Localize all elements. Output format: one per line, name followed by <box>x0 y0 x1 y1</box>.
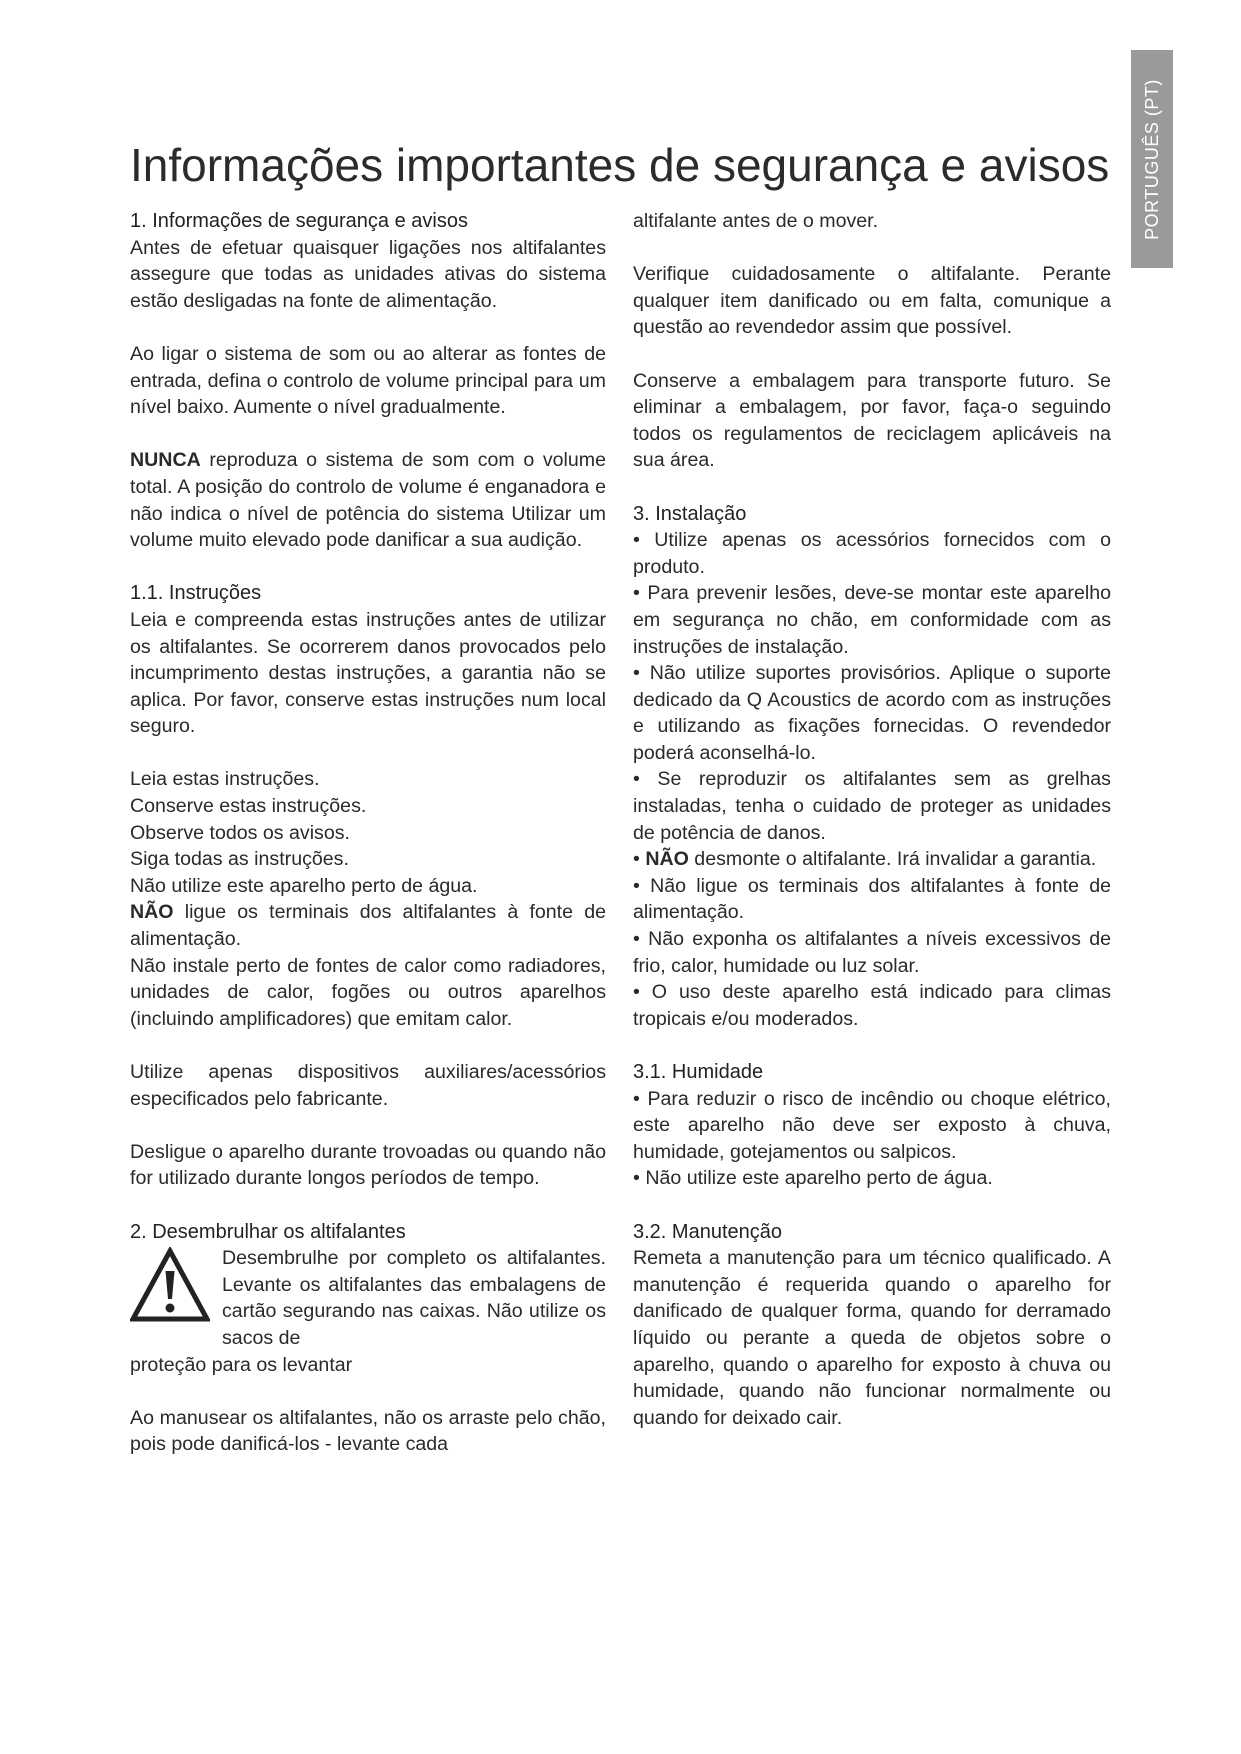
emphasis: NÃO <box>130 901 174 924</box>
list-item: Não utilize este aparelho perto de água. <box>130 874 478 897</box>
paragraph: Ao ligar o sistema de som ou ao alterar as fontes de entrada, defina o controlo de volume principal para um nível baixo. Aumente o nível gradualmente. <box>130 342 606 419</box>
section-heading-1: 1. Informações de segurança e avisos <box>130 210 468 232</box>
paragraph: altifalante antes de o mover. <box>633 210 879 232</box>
language-tab <box>1131 50 1173 268</box>
warning-block <box>130 1245 606 1351</box>
list-item: Siga todas as instruções. <box>130 848 349 871</box>
list-item <box>130 899 606 952</box>
humidity-list <box>633 1086 1111 1192</box>
paragraph: Desligue o aparelho durante trovoadas ou quando não for utilizado durante longos períodos de tempo. <box>130 1140 606 1190</box>
page-title: Informações importantes de segurança e avisos <box>130 139 1110 191</box>
section-heading-3-2: 3.2. Manutenção <box>633 1220 782 1243</box>
language-tab-label: PORTUGUÊS (PT) <box>1141 78 1162 240</box>
warning-text: Desembrulhe por completo os altifalantes. Levante os altifalantes das embalagens de cartão segurando nas caixas. Não utilize os sacos de <box>222 1247 606 1349</box>
emphasis: NUNCA <box>130 449 201 472</box>
paragraph: proteção para os levantar <box>130 1353 353 1376</box>
paragraph: Verifique cuidadosamente o altifalante. Perante qualquer item danificado ou em falta, comunique a questão ao revendedor assim que possível. <box>633 263 1111 339</box>
paragraph: Utilize apenas dispositivos auxiliares/acessórios especificados pelo fabricante. <box>130 1061 606 1110</box>
bullet-item: • Não utilize suportes provisórios. Aplique o suporte dedicado da Q Acoustics de acordo com as instruções e utilizando as fixações fornecidas. O revendedor poderá aconselhá-lo. <box>633 660 1111 766</box>
bullet-item: • Para prevenir lesões, deve-se montar este aparelho em segurança no chão, em conformidade com as instruções de instalação. <box>633 580 1111 660</box>
section-heading-1-1: 1.1. Instruções <box>130 582 262 605</box>
bullet-item: • Não utilize este aparelho perto de água. <box>633 1165 1111 1192</box>
installation-list <box>633 527 1111 1032</box>
list-item-text: ligue os terminais dos altifalantes à fonte de alimentação. <box>130 901 606 951</box>
bullet-text: desmonte o altifalante. Irá invalidar a garantia. <box>688 848 1097 871</box>
paragraph: Leia e compreenda estas instruções antes de utilizar os altifalantes. Se ocorrerem danos provocados pelo incumprimento destas instruções, a garantia não se aplica. Por favor, conserve estas instruções num local seguro. <box>130 608 606 738</box>
emphasis: NÃO <box>645 848 689 871</box>
warning-triangle-icon <box>130 1245 212 1351</box>
paragraph: Remeta a manutenção para um técnico qualificado. A manutenção é requerida quando o aparelho for danificado de qualquer forma, quando for derramado líquido ou perante a queda de objetos sobre o aparelho, quando o aparelho for exposto à chuva ou humidade, quando não funcionar normalmente ou quando for deixado cair. <box>633 1247 1111 1429</box>
list-item: Conserve estas instruções. <box>130 795 367 818</box>
bullet-item: • Se reproduzir os altifalantes sem as grelhas instaladas, tenha o cuidado de proteger as unidades de potência de danos. <box>633 766 1111 846</box>
paragraph: Conserve a embalagem para transporte futuro. Se eliminar a embalagem, por favor, faça-o seguindo todos os regulamentos de reciclagem aplicáveis na sua área. <box>633 369 1111 472</box>
bullet-item: • Não ligue os terminais dos altifalantes à fonte de alimentação. <box>633 873 1111 926</box>
bullet-item: • Utilize apenas os acessórios fornecidos com o produto. <box>633 527 1111 580</box>
bullet-item <box>633 846 1111 873</box>
section-heading-3: 3. Instalação <box>633 502 747 525</box>
list-item: Não instale perto de fontes de calor como radiadores, unidades de calor, fogões ou outros aparelhos (incluindo amplificadores) que emitam calor. <box>130 954 606 1030</box>
paragraph <box>130 447 606 553</box>
bullet-item: • O uso deste aparelho está indicado para climas tropicais e/ou moderados. <box>633 979 1111 1032</box>
bullet-item: • Para reduzir o risco de incêndio ou choque elétrico, este aparelho não deve ser exposto à chuva, humidade, gotejamentos ou salpicos. <box>633 1086 1111 1166</box>
paragraph: Antes de efetuar quaisquer ligações nos altifalantes assegure que todas as unidades ativas do sistema estão desligadas na fonte de alimentação. <box>130 236 606 312</box>
paragraph-text: reproduza o sistema de som com o volume total. A posição do controlo de volume é enganadora e não indica o nível de potência do sistema Utilizar um volume muito elevado pode danificar a sua audição. <box>130 449 606 552</box>
paragraph: Ao manusear os altifalantes, não os arraste pelo chão, pois pode danificá-los - levante cada <box>130 1406 606 1456</box>
right-column <box>633 208 1111 1431</box>
list-item: Observe todos os avisos. <box>130 821 350 844</box>
section-heading-2: 2. Desembrulhar os altifalantes <box>130 1220 406 1243</box>
instructions-list <box>130 766 606 1032</box>
section-heading-3-1: 3.1. Humidade <box>633 1061 764 1083</box>
left-column <box>130 208 606 1458</box>
list-item: Leia estas instruções. <box>130 768 320 791</box>
bullet-item: • Não exponha os altifalantes a níveis excessivos de frio, calor, humidade ou luz solar. <box>633 926 1111 979</box>
